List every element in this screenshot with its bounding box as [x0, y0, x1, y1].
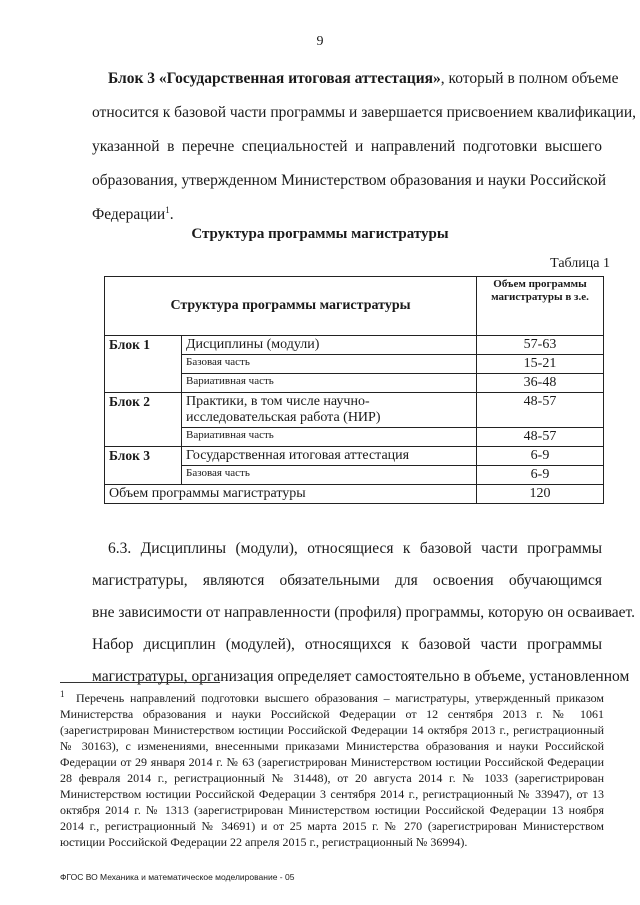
block1-label: Блок 1	[105, 336, 182, 393]
table-row	[105, 336, 604, 355]
footnote-ref: 1	[165, 204, 170, 215]
block2-label: Блок 2	[105, 393, 182, 447]
block1-var-value: 36-48	[477, 374, 604, 393]
total-label: Объем программы магистратуры	[105, 485, 477, 504]
block2-item: Практики, в том числе научно-исследовательская работа (НИР)	[182, 393, 477, 428]
block2-var-value: 48-57	[477, 428, 604, 447]
program-structure-table	[104, 276, 604, 504]
table-title: Структура программы магистратуры	[191, 226, 449, 242]
paragraph-line: 6.3. Дисциплины (модули), относящиеся к базовой части программы	[108, 540, 602, 557]
table-header-row	[105, 277, 604, 336]
paragraph-line: образования, утвержденном Министерством образования и науки Российской	[92, 172, 607, 189]
paragraph-line: вне зависимости от направленности (профиля) программы, которую он осваивает.	[92, 604, 635, 621]
footnote-number: 1	[60, 689, 65, 699]
block2-var-label: Вариативная часть	[182, 428, 477, 447]
table-total-row	[105, 485, 604, 504]
paragraph-line: Набор дисциплин (модулей), относящихся к базовой части программы	[92, 636, 602, 653]
header-structure: Структура программы магистратуры	[105, 277, 477, 336]
footnote-separator	[60, 682, 220, 683]
block3-bold-title: Блок 3 «Государственная итоговая аттестация»	[108, 70, 441, 87]
paragraph-line: Блок 3 «Государственная итоговая аттестация», который в полном объеме	[108, 70, 619, 87]
block3-base-value: 6-9	[477, 466, 604, 485]
block3-base-label: Базовая часть	[182, 466, 477, 485]
total-value: 120	[477, 485, 604, 504]
block1-item: Дисциплины (модули)	[182, 336, 477, 355]
header-volume: Объем программы магистратуры в з.е.	[477, 277, 604, 336]
page-footer: ФГОС ВО Механика и математическое моделирование - 05	[60, 872, 295, 882]
table-row	[105, 393, 604, 428]
paragraph-line: указанной в перечне специальностей и направлений подготовки высшего	[92, 138, 602, 155]
block1-value: 57-63	[477, 336, 604, 355]
block1-var-label: Вариативная часть	[182, 374, 477, 393]
block1-base-value: 15-21	[477, 355, 604, 374]
footnote	[60, 690, 604, 850]
block2-value: 48-57	[477, 393, 604, 428]
paragraph-6-3	[92, 533, 635, 693]
footnote-text: Перечень направлений подготовки высшего образования – магистратуры, утвержденный приказом Министерства образования и науки Российской Федерации от 12 сентября 2013 г. № 1061 (зарегистрирован Министерством юстиции Российской Федерации 14 октября 2013 г., регистрационный № 30163), с изменениями, внесенными приказами Министерства образования и науки Российской Федерации от 29 января 2014 г. № 63 (зарегистрирован Министерством юстиции Российской Федерации 28 февраля 2014 г., регистрационный № 31448), от 20 августа 2014 г. № 1033 (зарегистрирован Министерством юстиции Российской Федерации 3 сентября 2014 г., регистрационный № 33947), от 13 октября 2014 г. № 1313 (зарегистрирован Министерством юстиции Российской Федерации 13 ноября 2014 г., регистрационный № 34691) и от 25 марта 2015 г. № 270 (зарегистрирован Министерством юстиции Российской Федерации 22 апреля 2015 г., регистрационный № 36994).	[60, 691, 605, 849]
block1-base-label: Базовая часть	[182, 355, 477, 374]
table-label: Таблица 1	[550, 256, 610, 271]
paragraph-block3	[92, 62, 636, 232]
table-row	[105, 447, 604, 466]
page-number: 9	[316, 34, 324, 49]
paragraph-line: магистратуры, являются обязательными для освоения обучающимся	[92, 572, 602, 589]
block3-item: Государственная итоговая аттестация	[182, 447, 477, 466]
paragraph-line: Федерации$^1$.	[92, 204, 174, 223]
paragraph-line: относится к базовой части программы и завершается присвоением квалификации,	[92, 104, 636, 121]
block3-value: 6-9	[477, 447, 604, 466]
block3-label: Блок 3	[105, 447, 182, 485]
paragraph-line: магистратуры, организация определяет самостоятельно в объеме, установленном	[92, 668, 630, 685]
